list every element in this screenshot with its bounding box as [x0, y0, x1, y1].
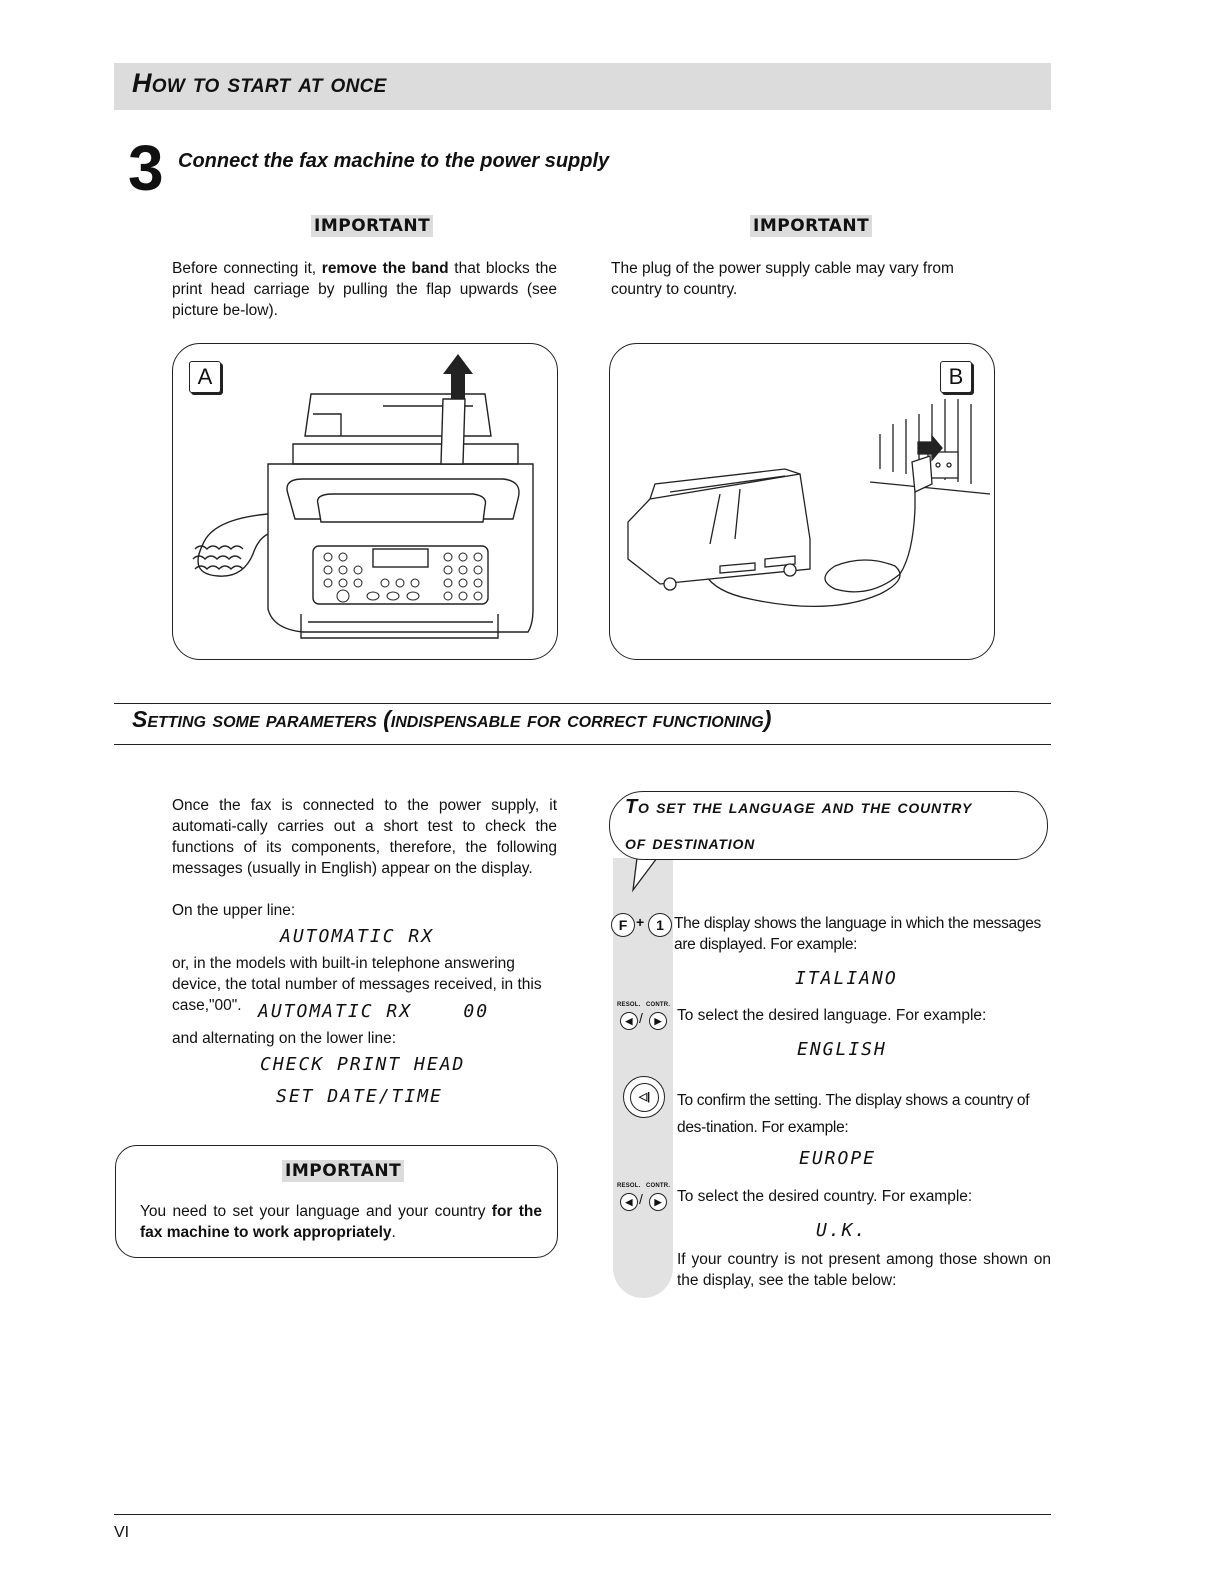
resol-label-2: RESOL.	[617, 1183, 641, 1189]
section-rule-top	[114, 703, 1051, 704]
step2-text: To select the desired language. For example:	[677, 1007, 987, 1024]
right-arrow-key[interactable]: ▶	[649, 1012, 667, 1030]
right-important-label: IMPORTANT	[750, 216, 872, 236]
slash-separator: /	[639, 1010, 643, 1026]
left-arrow-key-2[interactable]: ◀	[620, 1193, 638, 1211]
figure-a-label: A	[189, 361, 221, 393]
start-key-icon: ◁|	[630, 1083, 659, 1112]
figure-a-panel	[172, 343, 558, 660]
step3-text: To confirm the setting. The display shows a country of des-tination. For example:	[677, 1092, 1030, 1136]
step-title: Connect the fax machine to the power supply	[178, 150, 610, 172]
upper-line-label: On the upper line:	[172, 902, 296, 919]
lcd-automatic-rx-00: AUTOMATIC RX 00	[258, 1001, 490, 1022]
lcd-set-date-time: SET DATE/TIME	[276, 1086, 443, 1107]
bottom-important-text: You need to set your language and your country for the fax machine to work appropriately.	[140, 1203, 542, 1241]
right-arrow-key-2[interactable]: ▶	[649, 1193, 667, 1211]
step4-text: To select the desired country. For example:	[677, 1188, 973, 1205]
step1-text: The display shows the language in which the messages are displayed. For example:	[674, 915, 1041, 953]
left-important-label: IMPORTANT	[311, 216, 433, 236]
resol-label: RESOL.	[617, 1002, 641, 1008]
left-important-text: Before connecting it, remove the band that blocks the print head carriage by pulling the flap upwards (see picture be-low).	[172, 260, 558, 319]
lcd-italiano: ITALIANO	[795, 968, 898, 989]
page-title: How to start at once	[132, 68, 387, 98]
left-arrow-key[interactable]: ◀	[620, 1012, 638, 1030]
slash-separator-2: /	[639, 1191, 643, 1207]
step-number: 3	[128, 132, 161, 204]
power-plug-illustration	[610, 344, 994, 659]
footer-rule	[114, 1514, 1051, 1515]
intro-paragraph: Once the fax is connected to the power supply, it automati-cally carries out a short test to check the functions of its components, therefore, the following messages (usually in English) appear on the display.	[172, 797, 557, 877]
right-important-text: The plug of the power supply cable may vary from country to country.	[611, 260, 954, 298]
country-not-present-text: If your country is not present among those shown on the display, see the table below:	[677, 1251, 1051, 1289]
section-rule-bottom	[114, 744, 1051, 745]
lcd-automatic-rx: AUTOMATIC RX	[280, 926, 435, 947]
figure-b-panel	[609, 343, 995, 660]
one-key[interactable]: 1	[648, 913, 672, 937]
procedure-title-line2: of destination	[625, 832, 756, 854]
fax-machine-illustration	[173, 344, 557, 659]
lcd-check-print-head: CHECK PRINT HEAD	[260, 1054, 466, 1075]
models-answering-text: or, in the models with built-in telephone answering device, the total number of messages received, in this case,"00".	[172, 955, 542, 1014]
lcd-english: ENGLISH	[797, 1039, 887, 1060]
section-title: Setting some parameters (indispensable for correct functioning)	[132, 706, 772, 732]
lcd-uk: U.K.	[816, 1220, 868, 1241]
contr-label: CONTR.	[646, 1002, 671, 1008]
figure-b-label: B	[940, 361, 972, 393]
bottom-important-label: IMPORTANT	[282, 1161, 404, 1181]
plus-sign: +	[636, 914, 645, 930]
lower-line-label: and alternating on the lower line:	[172, 1030, 397, 1047]
lcd-europe: EUROPE	[799, 1148, 877, 1169]
page-number: VI	[114, 1524, 130, 1541]
contr-label-2: CONTR.	[646, 1183, 671, 1189]
procedure-title-line1: To set the language and the country	[625, 796, 973, 818]
bottom-important-box	[115, 1145, 558, 1258]
start-key[interactable]	[623, 1076, 665, 1118]
f-key[interactable]: F	[611, 913, 635, 937]
